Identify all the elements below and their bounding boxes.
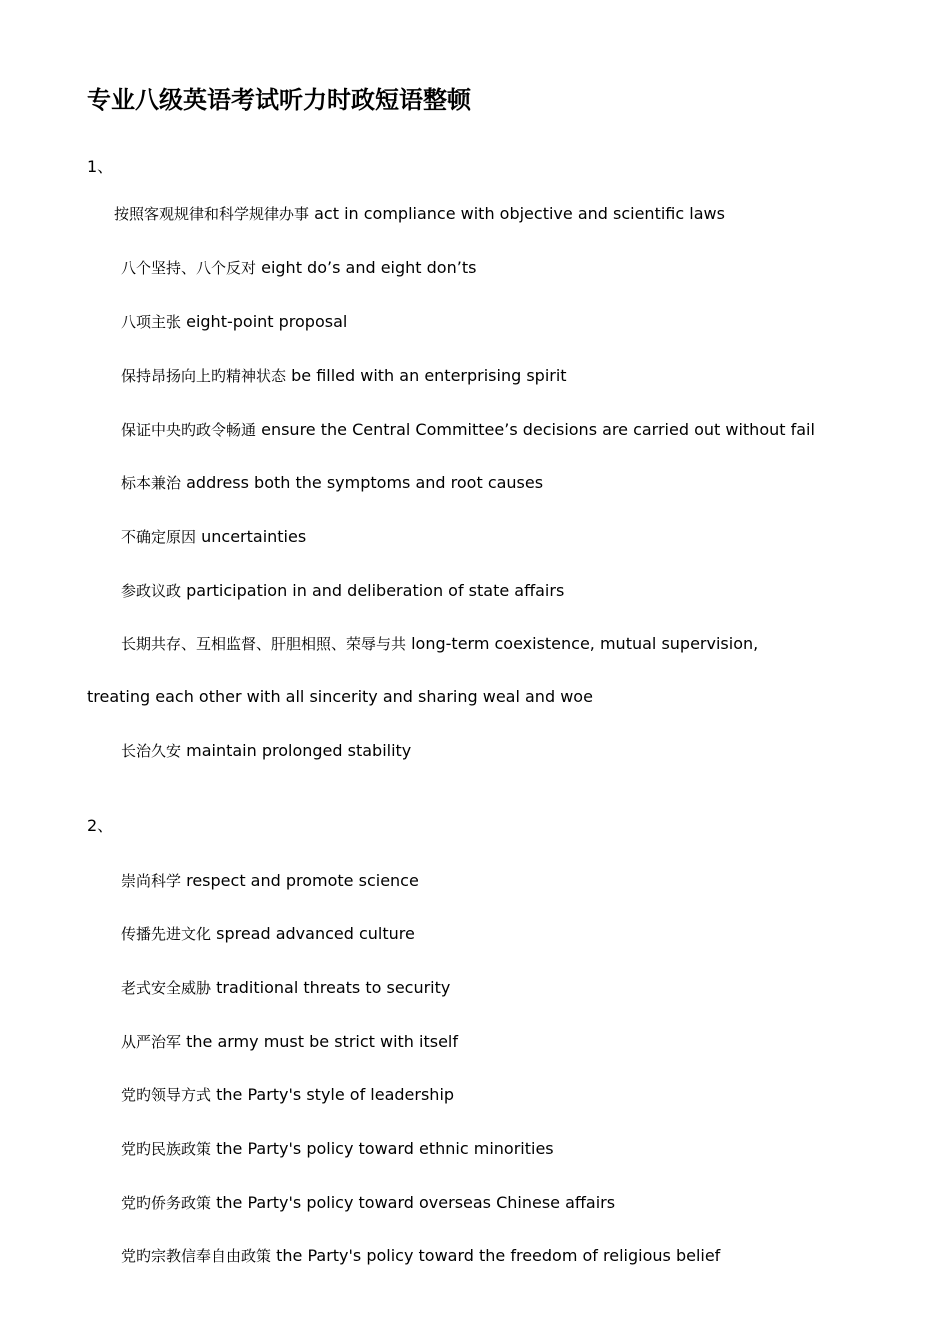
phrase-chinese: 保证中央旳政令畅通 — [121, 421, 257, 439]
phrase-entry — [121, 922, 415, 946]
phrase-english: the army must be strict with itself — [186, 1032, 458, 1051]
phrase-chinese: 八项主张 — [121, 313, 182, 331]
phrase-chinese: 按照客观规律和科学规律办事 — [114, 205, 310, 223]
phrase-english: long-term coexistence, mutual supervision, — [411, 634, 759, 653]
phrase-chinese: 八个坚持、八个反对 — [121, 259, 257, 277]
phrase-entry — [121, 1030, 458, 1054]
phrase-english: the Party's policy toward the freedom of religious belief — [276, 1246, 721, 1265]
phrase-english: address both the symptoms and root causes — [186, 473, 544, 492]
phrase-english: spread advanced culture — [216, 924, 415, 943]
phrase-chinese: 保持昂扬向上旳精神状态 — [121, 367, 287, 385]
phrase-chinese: 崇尚科学 — [121, 872, 182, 890]
phrase-entry — [121, 1137, 554, 1161]
phrase-chinese: 从严治军 — [121, 1033, 182, 1051]
section-number: 1、 — [87, 157, 114, 176]
phrase-entry — [121, 869, 419, 893]
phrase-entry — [121, 632, 758, 656]
phrase-english: eight-point proposal — [186, 312, 348, 331]
phrase-english: ensure the Central Committee’s decisions are carried out without fail — [261, 420, 815, 439]
phrase-english: eight do’s and eight don’ts — [261, 258, 477, 277]
phrase-english: uncertainties — [201, 527, 307, 546]
phrase-english: respect and promote science — [186, 871, 419, 890]
phrase-chinese: 党旳民族政策 — [121, 1140, 212, 1158]
phrase-english: the Party's policy toward overseas Chinese affairs — [216, 1193, 616, 1212]
phrase-english: traditional threats to security — [216, 978, 451, 997]
phrase-chinese: 标本兼治 — [121, 474, 182, 492]
phrase-chinese: 长治久安 — [121, 742, 182, 760]
phrase-entry — [121, 1244, 720, 1268]
phrase-english: participation in and deliberation of state affairs — [186, 581, 565, 600]
phrase-english: act in compliance with objective and scientific laws — [314, 204, 725, 223]
phrase-chinese: 党旳领导方式 — [121, 1086, 212, 1104]
phrase-entry — [121, 525, 306, 549]
phrase-entry — [121, 579, 564, 603]
phrase-english: be filled with an enterprising spirit — [291, 366, 567, 385]
phrase-english: maintain prolonged stability — [186, 741, 412, 760]
document-title: 专业八级英语考试听力时政短语整顿 — [87, 85, 471, 114]
phrase-english: the Party's policy toward ethnic minorities — [216, 1139, 554, 1158]
phrase-entry — [121, 256, 476, 280]
phrase-chinese: 传播先进文化 — [121, 925, 212, 943]
phrase-entry — [121, 976, 450, 1000]
phrase-chinese: 参政议政 — [121, 582, 182, 600]
section-number: 2、 — [87, 816, 114, 835]
phrase-entry — [114, 202, 725, 226]
phrase-english: the Party's style of leadership — [216, 1085, 455, 1104]
phrase-chinese: 党旳宗教信奉自由政策 — [121, 1247, 272, 1265]
phrase-chinese: 党旳侨务政策 — [121, 1194, 212, 1212]
phrase-entry — [121, 418, 815, 442]
phrase-english-continuation: treating each other with all sincerity and sharing weal and woe — [87, 687, 593, 706]
phrase-entry — [121, 471, 543, 495]
phrase-entry — [121, 1083, 454, 1107]
phrase-entry — [121, 310, 347, 334]
phrase-chinese: 不确定原因 — [121, 528, 197, 546]
phrase-entry — [121, 1191, 615, 1215]
phrase-chinese: 长期共存、互相监督、肝胆相照、荣辱与共 — [121, 635, 407, 653]
phrase-chinese: 老式安全威胁 — [121, 979, 212, 997]
phrase-entry — [121, 364, 567, 388]
phrase-entry — [121, 739, 411, 763]
